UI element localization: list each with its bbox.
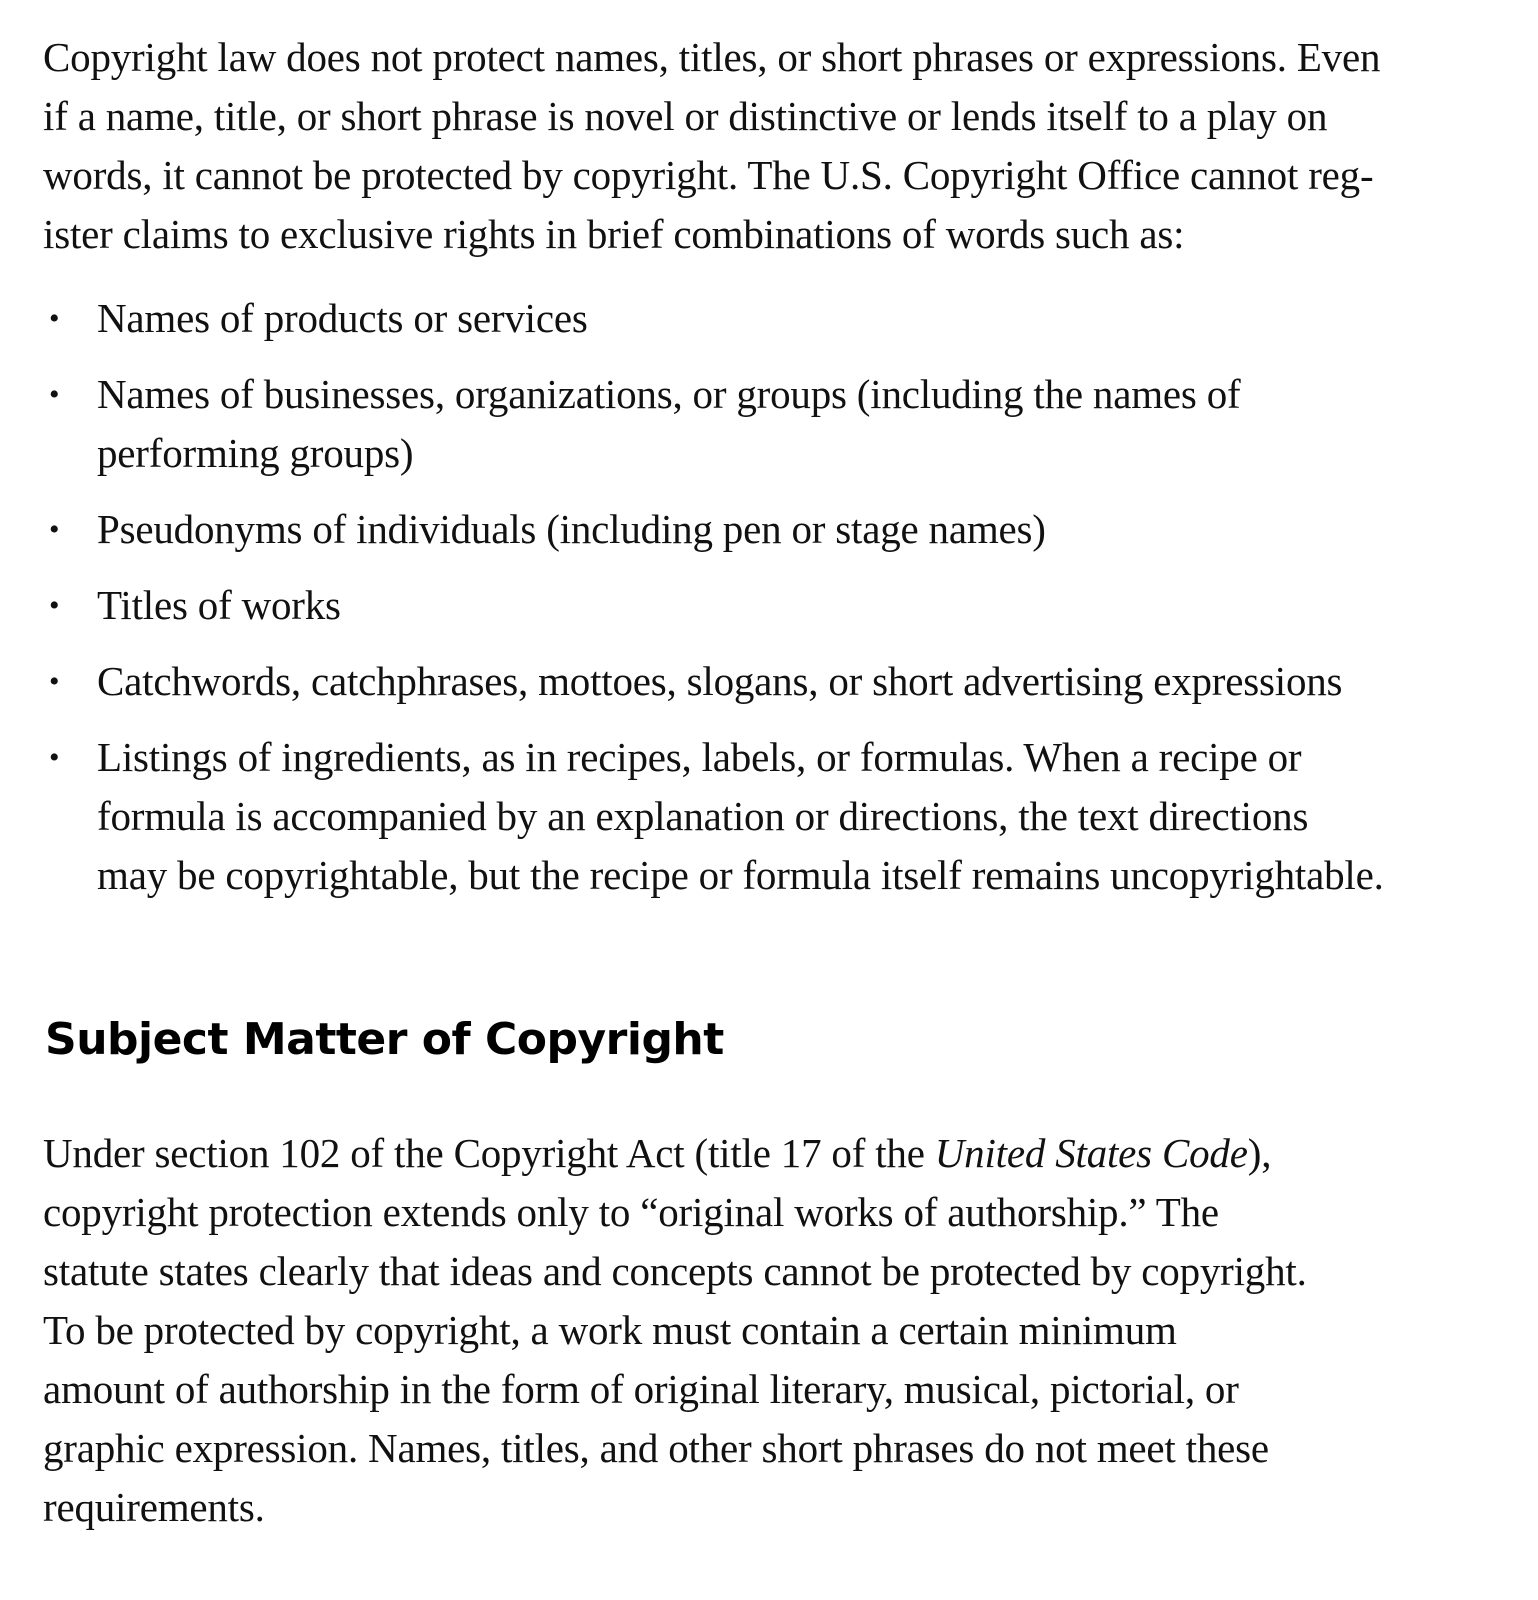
section-line: copyright protection extends only to “original works of authorship.” The (43, 1189, 1219, 1235)
intro-paragraph (43, 28, 1498, 264)
list-item (43, 576, 1498, 635)
bullet-icon: • (49, 665, 60, 698)
section-line: graphic expression. Names, titles, and other short phrases do not meet these (43, 1425, 1269, 1471)
intro-line: ister claims to exclusive rights in brief combinations of words such as: (43, 211, 1185, 257)
list-item (43, 365, 1498, 483)
intro-line: Copyright law does not protect names, titles, or short phrases or expressions. Even (43, 34, 1381, 80)
bullet-icon: • (49, 378, 60, 411)
section-line: To be protected by copyright, a work must contain a certain minimum (43, 1307, 1177, 1353)
list-item-text: Catchwords, catchphrases, mottoes, slogans, or short advertising expressions (97, 658, 1343, 704)
list-item-text: may be copyrightable, but the recipe or formula itself remains uncopyrightable. (97, 852, 1384, 898)
bullet-icon: • (49, 513, 60, 546)
list-item (43, 289, 1498, 348)
section-paragraph (43, 1124, 1498, 1537)
list-item (43, 500, 1498, 559)
section-line: statute states clearly that ideas and concepts cannot be protected by copyright. (43, 1248, 1307, 1294)
section-line: amount of authorship in the form of original literary, musical, pictorial, or (43, 1366, 1239, 1412)
list-item-text: performing groups) (97, 430, 414, 476)
list-item-text: Listings of ingredients, as in recipes, labels, or formulas. When a recipe or (97, 734, 1302, 780)
section-line-text: ), (1247, 1130, 1272, 1176)
bullet-icon: • (49, 302, 60, 335)
list-item-text: Titles of works (97, 582, 341, 628)
bullet-icon: • (49, 741, 60, 774)
section-line-text: Under section 102 of the Copyright Act (title 17 of the (43, 1130, 935, 1176)
list-item-text: Names of products or services (97, 295, 588, 341)
list-item (43, 652, 1498, 711)
section-line (43, 1124, 1498, 1183)
list-item-text: formula is accompanied by an explanation or directions, the text directions (97, 793, 1309, 839)
section-line: requirements. (43, 1484, 265, 1530)
list-item (43, 728, 1498, 905)
intro-line: words, it cannot be protected by copyright. The U.S. Copyright Office cannot reg- (43, 152, 1374, 198)
section-heading: Subject Matter of Copyright (45, 1014, 724, 1065)
uncopyrightable-list (43, 289, 1498, 905)
bullet-icon: • (49, 589, 60, 622)
list-item-text: Names of businesses, organizations, or groups (including the names of (97, 371, 1241, 417)
list-item-text: Pseudonyms of individuals (including pen or stage names) (97, 506, 1046, 552)
intro-line: if a name, title, or short phrase is novel or distinctive or lends itself to a play on (43, 93, 1328, 139)
statute-title: United States Code (934, 1130, 1248, 1176)
